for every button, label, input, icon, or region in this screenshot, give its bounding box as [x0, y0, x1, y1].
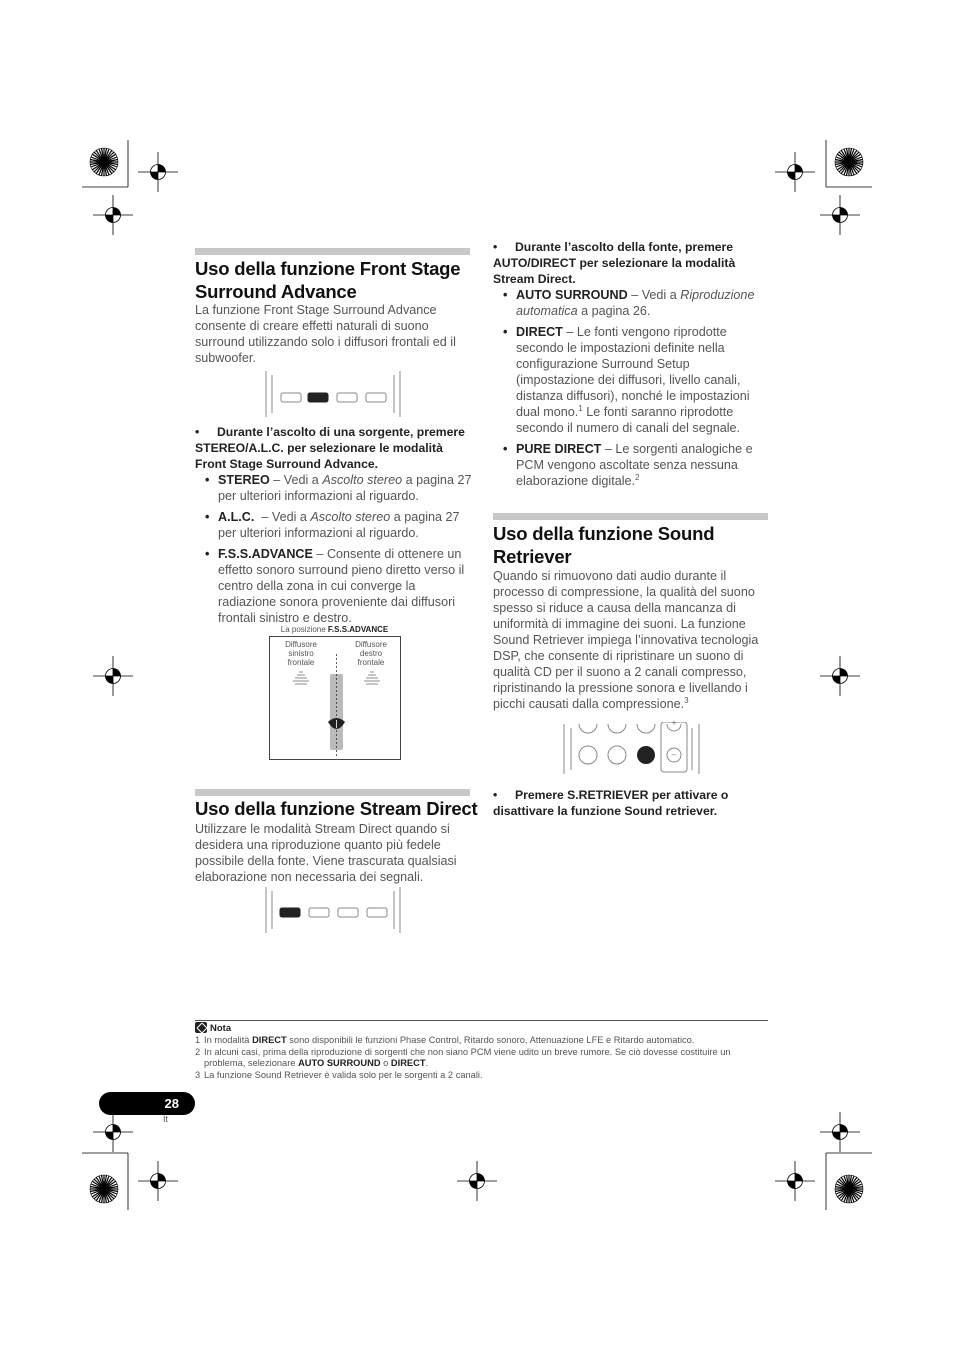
- fss-diagram-caption: La posizione F.S.S.ADVANCE: [280, 625, 389, 634]
- option-item: • AUTO SURROUND – Vedi a Riproduzione automatica a pagina 26.: [494, 287, 768, 319]
- retriever-intro: Quando si rimuovono dati audio durante il processo di compressione, la qualità del suono spesso si riduce a causa della mancanza di uniformità di immagine dei suoni. La funzione Sound Retriever impiega l’innovativa tecnologia DSP, che consente di ripristinare un suono di qualità CD per il suono a 2 canali compresso, ripristinando la pressione sonora e livellando i picchi causati dalla compressione.$^3$: [493, 569, 759, 711]
- stream-options: [494, 287, 768, 494]
- notes-heading: Nota: [195, 1022, 231, 1035]
- remote-panel-fss: [263, 369, 403, 419]
- section-bar-retriever: [493, 513, 768, 520]
- section-title-retriever: Uso della funzione Sound Retriever: [493, 523, 715, 567]
- left-speaker-icon: [293, 672, 309, 684]
- fss-diagram-graphic: [269, 636, 400, 759]
- s-retriever-button: [637, 746, 655, 764]
- fss-intro: La funzione Front Stage Surround Advance consente di creare effetti naturali di suono surround utilizzando solo i diffusori frontali ed il subwoofer.: [195, 303, 456, 365]
- section-bar-fss: [195, 248, 470, 255]
- volume-plus-label: +: [671, 718, 677, 728]
- option-item: • STEREO – Vedi a Ascolto stereo a pagina 27 per ulteriori informazioni al riguardo.: [196, 472, 474, 504]
- note-item: 1 In modalità DIRECT sono disponibili le funzioni Phase Control, Ritardo sonoro, Attenuazione LFE e Ritardo automatico.: [195, 1035, 695, 1045]
- retriever-step: • Premere S.RETRIEVER per attivare o disattivare la funzione Sound retriever.: [493, 788, 729, 818]
- left-speaker-label: Diffusore sinistro frontale: [285, 640, 317, 667]
- notes-list: [195, 1035, 770, 1081]
- note-icon: [195, 1022, 207, 1033]
- note-item: 3 La funzione Sound Retriever è valida solo per le sorgenti a 2 canali.: [195, 1069, 483, 1080]
- right-speaker-label: Diffusore destro frontale: [355, 640, 387, 667]
- volume-minus-label: –: [671, 749, 677, 759]
- remote-panel-retriever: [561, 722, 701, 776]
- option-item: • PURE DIRECT – Le sorgenti analogiche e PCM vengono ascoltate senza nessuna elaborazione digitale.$^2$: [494, 441, 768, 489]
- section-title-stream: Uso della funzione Stream Direct: [195, 798, 478, 819]
- remote-panel-stream: [263, 885, 403, 935]
- page-number: 28: [99, 1092, 195, 1115]
- note-item: 2 In alcuni casi, prima della riproduzione di sorgenti che non siano PCM viene udito un breve rumore. Se ciò dovesse costituire un problema, selezionare AUTO SURROUND o DIRECT.: [195, 1046, 731, 1068]
- page-language: It: [163, 1114, 169, 1124]
- right-speaker-icon: [364, 672, 380, 684]
- stream-intro: Utilizzare le modalità Stream Direct quando si desidera una riproduzione quanto più fedele possibile della fonte. Viene trascurata qualsiasi elaborazione non necessaria dei segnali.: [195, 822, 457, 884]
- fss-step: • Durante l’ascolto di una sorgente, premere STEREO/A.L.C. per selezionare le modalità Front Stage Surround Advance.: [195, 425, 465, 471]
- fss-options: [196, 472, 474, 631]
- section-bar-stream: [195, 789, 470, 796]
- option-item: • F.S.S.ADVANCE – Consente di ottenere un effetto sonoro surround pieno diretto verso il centro della zona in cui converge la radiazione sonora proveniente dai diffusori frontali sinistro e destro.: [196, 546, 474, 626]
- stream-step: • Durante l’ascolto della fonte, premere AUTO/DIRECT per selezionare la modalità Stream Direct.: [493, 240, 736, 286]
- notes-divider: [195, 1020, 768, 1021]
- option-item: • DIRECT – Le fonti vengono riprodotte secondo le impostazioni definite nella configurazione Surround Setup (impostazione dei diffusori, livello canali, distanza diffusori), nonché le impostazioni dual mono.$^1$ Le fonti saranno riprodotte secondo il numero di canali del segnale.: [494, 324, 768, 436]
- option-item: • A.L.C. – Vedi a Ascolto stereo a pagina 27 per ulteriori informazioni al riguardo.: [196, 509, 474, 541]
- section-title-fss: Uso della funzione Front Stage Surround Advance: [195, 258, 461, 302]
